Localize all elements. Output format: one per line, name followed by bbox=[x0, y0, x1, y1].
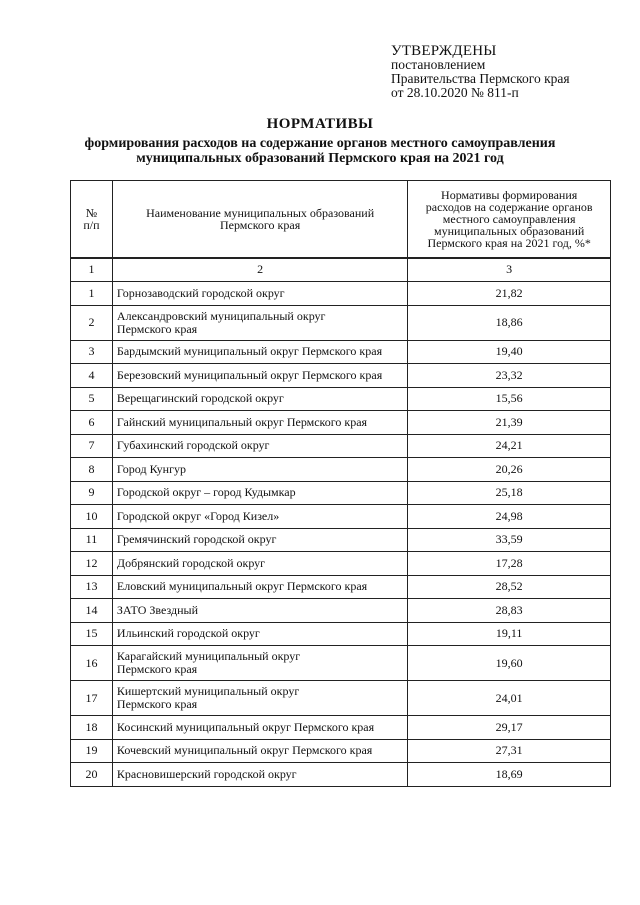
table-header-row bbox=[71, 181, 611, 258]
approval-line-3: от 28.10.2020 № 811-п bbox=[391, 85, 519, 100]
subtitle-line-1: формирования расходов на содержание органов местного самоуправления bbox=[84, 136, 556, 151]
table-row bbox=[71, 646, 611, 681]
row-name-line-2: Пермского края bbox=[116, 662, 198, 676]
row-number: 4 bbox=[71, 364, 113, 388]
row-number: 2 bbox=[71, 305, 113, 340]
row-name-line-1: Александровский муниципальный округ bbox=[116, 308, 326, 323]
column-index-2: 2 bbox=[112, 258, 407, 282]
row-norm-value: 19,40 bbox=[408, 340, 611, 364]
row-number: 16 bbox=[71, 646, 113, 681]
row-name-line-1: Кочевский муниципальный округ Пермского края bbox=[116, 743, 373, 758]
header-norm-line-1: Нормативы формирования bbox=[441, 187, 578, 202]
row-name-line-1: Косинский муниципальный округ Пермского края bbox=[116, 719, 375, 734]
table-row bbox=[71, 575, 611, 599]
row-municipality-name bbox=[112, 763, 407, 787]
approval-stamp: УТВЕРЖДЕНЫ bbox=[391, 43, 497, 59]
row-municipality-name bbox=[112, 552, 407, 576]
table-row bbox=[71, 552, 611, 576]
row-norm-value: 20,26 bbox=[408, 458, 611, 482]
row-municipality-name bbox=[112, 340, 407, 364]
row-norm-value: 28,83 bbox=[408, 599, 611, 623]
header-norm-line-5: Пермского края на 2021 год, %* bbox=[427, 235, 591, 250]
row-number: 11 bbox=[71, 528, 113, 552]
column-index-row bbox=[71, 258, 611, 282]
row-name-line-2: Пермского края bbox=[116, 697, 198, 711]
row-number: 18 bbox=[71, 716, 113, 740]
row-number: 13 bbox=[71, 575, 113, 599]
row-name-line-1: Карагайский муниципальный округ bbox=[116, 649, 301, 663]
table-row bbox=[71, 387, 611, 411]
table-row bbox=[71, 340, 611, 364]
row-norm-value: 24,21 bbox=[408, 434, 611, 458]
row-number: 20 bbox=[71, 763, 113, 787]
row-municipality-name bbox=[112, 646, 407, 681]
table-row bbox=[71, 599, 611, 623]
row-norm-value: 23,32 bbox=[408, 364, 611, 388]
row-norm-value: 15,56 bbox=[408, 387, 611, 411]
document-subtitle bbox=[0, 136, 640, 166]
row-municipality-name bbox=[112, 434, 407, 458]
row-number: 12 bbox=[71, 552, 113, 576]
row-number: 6 bbox=[71, 411, 113, 435]
row-municipality-name bbox=[112, 505, 407, 529]
row-name-line-1: Кишертский муниципальный округ bbox=[116, 684, 300, 698]
row-number: 7 bbox=[71, 434, 113, 458]
table-row bbox=[71, 364, 611, 388]
table-row bbox=[71, 481, 611, 505]
row-norm-value: 21,39 bbox=[408, 411, 611, 435]
header-norm-line-4: муниципальных образований bbox=[434, 223, 585, 238]
row-number: 14 bbox=[71, 599, 113, 623]
header-number-line-1: № bbox=[85, 205, 98, 220]
row-municipality-name bbox=[112, 481, 407, 505]
row-norm-value: 17,28 bbox=[408, 552, 611, 576]
row-name-line-1: Еловский муниципальный округ Пермского края bbox=[116, 579, 368, 594]
table-row bbox=[71, 305, 611, 340]
row-municipality-name bbox=[112, 282, 407, 306]
row-norm-value: 28,52 bbox=[408, 575, 611, 599]
column-index-3: 3 bbox=[408, 258, 611, 282]
table-row bbox=[71, 458, 611, 482]
row-municipality-name bbox=[112, 305, 407, 340]
row-name-line-2: Пермского края bbox=[116, 321, 198, 336]
row-name-line-1: Бардымский муниципальный округ Пермского края bbox=[116, 344, 383, 359]
row-municipality-name bbox=[112, 739, 407, 763]
row-norm-value: 21,82 bbox=[408, 282, 611, 306]
header-norm-line-2: расходов на содержание органов bbox=[425, 199, 593, 214]
row-name-line-1: Верещагинский городской округ bbox=[116, 391, 284, 406]
row-name-line-1: Березовский муниципальный округ Пермского края bbox=[116, 367, 383, 382]
row-municipality-name bbox=[112, 528, 407, 552]
row-norm-value: 27,31 bbox=[408, 739, 611, 763]
row-name-line-1: Городской округ – город Кудымкар bbox=[116, 485, 296, 500]
header-norm bbox=[408, 181, 611, 258]
row-norm-value: 18,69 bbox=[408, 763, 611, 787]
header-number-line-2: п/п bbox=[83, 217, 100, 232]
row-name-line-1: Гремячинский городской округ bbox=[116, 532, 277, 547]
norms-table bbox=[70, 180, 611, 787]
document-title: НОРМАТИВЫ bbox=[266, 116, 374, 132]
row-number: 10 bbox=[71, 505, 113, 529]
table-row bbox=[71, 528, 611, 552]
table-row bbox=[71, 434, 611, 458]
row-norm-value: 29,17 bbox=[408, 716, 611, 740]
row-norm-value: 19,60 bbox=[408, 646, 611, 681]
row-name-line-1: Ильинский городской округ bbox=[116, 626, 260, 641]
row-number: 1 bbox=[71, 282, 113, 306]
header-number bbox=[71, 181, 113, 258]
row-name-line-1: Город Кунгур bbox=[116, 461, 187, 476]
header-name-line-2: Пермского края bbox=[219, 217, 301, 232]
row-norm-value: 24,98 bbox=[408, 505, 611, 529]
row-norm-value: 24,01 bbox=[408, 681, 611, 716]
row-norm-value: 19,11 bbox=[408, 622, 611, 646]
header-norm-line-3: местного самоуправления bbox=[442, 211, 576, 226]
row-municipality-name bbox=[112, 411, 407, 435]
row-name-line-1: Гайнский муниципальный округ Пермского края bbox=[116, 414, 368, 429]
header-name bbox=[112, 181, 407, 258]
row-name-line-1: Губахинский городской округ bbox=[116, 438, 270, 453]
approval-line-2: Правительства Пермского края bbox=[391, 71, 570, 86]
table-row bbox=[71, 411, 611, 435]
row-number: 15 bbox=[71, 622, 113, 646]
row-municipality-name bbox=[112, 458, 407, 482]
row-number: 9 bbox=[71, 481, 113, 505]
table-row bbox=[71, 505, 611, 529]
row-name-line-1: Добрянский городской округ bbox=[116, 555, 266, 570]
table-row bbox=[71, 763, 611, 787]
row-municipality-name bbox=[112, 364, 407, 388]
row-municipality-name bbox=[112, 575, 407, 599]
table-row bbox=[71, 681, 611, 716]
row-number: 17 bbox=[71, 681, 113, 716]
row-number: 3 bbox=[71, 340, 113, 364]
approval-line-1: постановлением bbox=[391, 57, 486, 72]
table-row bbox=[71, 282, 611, 306]
row-municipality-name bbox=[112, 716, 407, 740]
row-number: 5 bbox=[71, 387, 113, 411]
row-number: 8 bbox=[71, 458, 113, 482]
column-index-1: 1 bbox=[71, 258, 113, 282]
row-name-line-1: Красновишерский городской округ bbox=[116, 766, 297, 781]
table-row bbox=[71, 739, 611, 763]
row-number: 19 bbox=[71, 739, 113, 763]
table-row bbox=[71, 716, 611, 740]
row-norm-value: 25,18 bbox=[408, 481, 611, 505]
row-municipality-name bbox=[112, 387, 407, 411]
approval-block bbox=[391, 44, 570, 100]
row-norm-value: 18,86 bbox=[408, 305, 611, 340]
subtitle-line-2: муниципальных образований Пермского края на 2021 год bbox=[136, 151, 504, 166]
row-municipality-name bbox=[112, 622, 407, 646]
row-name-line-1: ЗАТО Звездный bbox=[116, 602, 198, 617]
row-municipality-name bbox=[112, 681, 407, 716]
table-row bbox=[71, 622, 611, 646]
row-norm-value: 33,59 bbox=[408, 528, 611, 552]
header-name-line-1: Наименование муниципальных образований bbox=[146, 205, 375, 220]
row-name-line-1: Горнозаводский городской округ bbox=[116, 285, 285, 300]
row-name-line-1: Городской округ «Город Кизел» bbox=[116, 508, 280, 523]
row-municipality-name bbox=[112, 599, 407, 623]
